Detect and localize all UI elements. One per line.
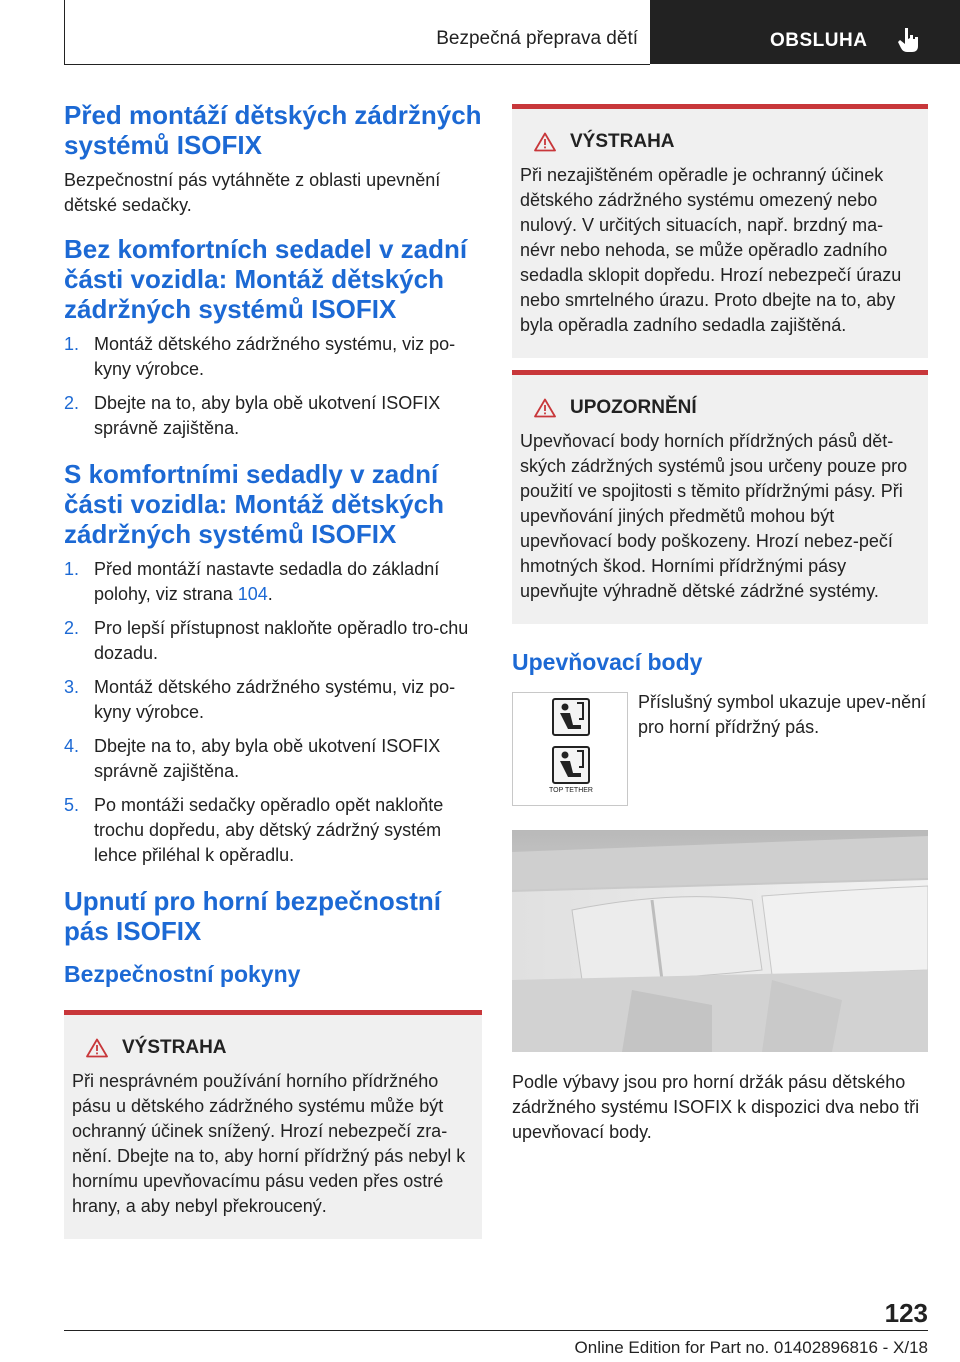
anchor-caption: Podle výbavy jsou pro horní držák pásu dětského zádržného systému ISOFIX k dispozici dva nebo tři upevňovací body. bbox=[512, 1072, 920, 1142]
heading-before-install: Před montáží dětských zádržných systémů ISOFIX bbox=[64, 100, 482, 160]
steps-without-comfort-seats bbox=[64, 332, 482, 441]
footer-rule bbox=[64, 1330, 928, 1331]
warning-title: VÝSTRAHA bbox=[72, 1037, 472, 1059]
heading-top-tether: Upnutí pro horní bezpečnostní pás ISOFIX bbox=[64, 886, 441, 946]
list-item: 1. Před montáží nastavte sedadla do základní polohy, viz strana 104. bbox=[64, 559, 440, 604]
notice-title: UPOZORNĚNÍ bbox=[520, 397, 918, 419]
child-seat-icon bbox=[513, 693, 627, 805]
warning-box bbox=[512, 104, 928, 358]
list-item: 5. Po montáži sedačky opěradlo opět nakloňte trochu dopředu, aby dětský zádržný systém lehce přiléhal k opěradlu. bbox=[64, 795, 444, 865]
top-tether-label: TOP TETHER bbox=[549, 787, 593, 794]
steps-with-comfort-seats bbox=[64, 557, 482, 868]
left-column bbox=[64, 100, 482, 1239]
chapter-tab[interactable] bbox=[650, 0, 960, 64]
section-title: Bezpečná přeprava dětí bbox=[436, 28, 638, 49]
list-item: 1. Montáž dětského zádržného systému, viz po-kyny výrobce. bbox=[64, 334, 456, 379]
edition-info: Online Edition for Part no. 01402896816 - X/18 bbox=[574, 1338, 928, 1357]
list-item: 2. Dbejte na to, aby byla obě ukotvení ISOFIX správně zajištěna. bbox=[64, 393, 441, 438]
list-item: 2. Pro lepší přístupnost nakloňte opěradlo tro-chu dozadu. bbox=[64, 618, 469, 663]
list-item: 4. Dbejte na to, aby byla obě ukotvení ISOFIX správně zajištěna. bbox=[64, 736, 441, 781]
warning-title: VÝSTRAHA bbox=[520, 131, 918, 153]
warning-text: Při nesprávném používání horního přídržného pásu u dětského zádržného systému může být ochranný účinek snížený. Hrozí nebezpečí zra-nění. Dbejte na to, aby horní přídržný pás nebyl k hornímu upevňovacímu pásu veden přes ostré hrany, a aby nebyl překroucený. bbox=[72, 1071, 466, 1216]
warning-triangle-icon bbox=[86, 1038, 108, 1058]
top-tether-symbol-image bbox=[512, 692, 628, 806]
warning-text: Při nezajištěném opěradle je ochranný účinek dětského zádržného systému omezený nebo nulový. V určitých situacích, např. brzdný ma-névr nebo nehoda, se může opěradlo zadního sedadla sklopit dopředu. Hrozí nebezpečí úrazu nebo smrtelného úrazu. Proto dbejte na to, aby byla opěradla zadního sedadla zajištěná. bbox=[520, 165, 902, 335]
subheading-anchor-points: Upevňovací body bbox=[512, 649, 703, 675]
warning-box bbox=[64, 1010, 482, 1239]
header-left-rule bbox=[64, 0, 65, 64]
right-column bbox=[512, 104, 928, 1161]
symbol-description: Příslušný symbol ukazuje upev-nění pro horní přídržný pás. bbox=[638, 692, 927, 737]
header-bottom-rule bbox=[64, 64, 650, 65]
page-link[interactable]: 104 bbox=[237, 584, 268, 604]
heading-without-comfort-seats: Bez komfortních sedadel v zadní části vozidla: Montáž dětských zádržných systémů ISOFIX bbox=[64, 234, 468, 324]
heading-with-comfort-seats: S komfortními sedadly v zadní části vozidla: Montáž dětských zádržných systémů ISOFIX bbox=[64, 459, 444, 549]
page-number: 123 bbox=[884, 1298, 928, 1328]
notice-box bbox=[512, 370, 928, 624]
list-item: 3. Montáž dětského zádržného systému, viz po-kyny výrobce. bbox=[64, 677, 456, 722]
warning-triangle-icon bbox=[534, 132, 556, 152]
notice-text: Upevňovací body horních přídržných pásů dět-ských zádržných systémů jsou určeny pouze pro použití ve spojitosti s těmito přídržnými pásy. Při upevňování jiných předmětů mohou být upevňovací body poškozeny. Hrozí nebez-pečí hmotných škod. Horními přídržnými pásy upevňujte výhradně dětské zádržné systémy. bbox=[520, 431, 908, 601]
paragraph-pull-belt: Bezpečnostní pás vytáhněte z oblasti upevnění dětské sedačky. bbox=[64, 170, 441, 215]
rear-shelf-photo bbox=[512, 830, 928, 1052]
hand-pointer-icon bbox=[896, 26, 922, 54]
symbol-figure bbox=[512, 690, 928, 808]
chapter-tab-label: OBSLUHA bbox=[770, 30, 868, 51]
warning-triangle-icon bbox=[534, 398, 556, 418]
subheading-safety-notes: Bezpečnostní pokyny bbox=[64, 961, 301, 987]
